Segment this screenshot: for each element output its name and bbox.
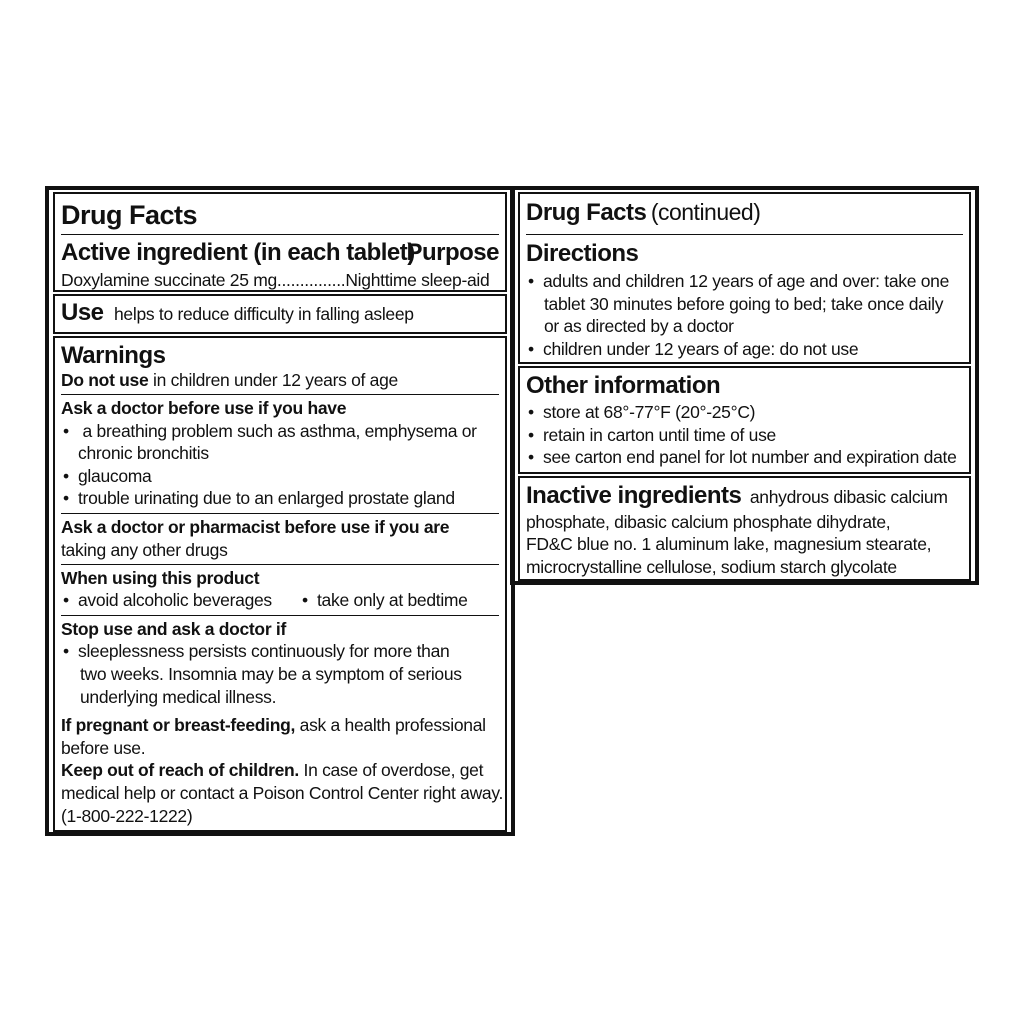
pregnant-line: [61, 714, 486, 737]
active-ingredient-section: [53, 192, 507, 292]
poison-control-number: (1-800-222-1222): [61, 806, 193, 826]
pregnant-label: If pregnant or breast-feeding,: [61, 715, 296, 735]
inactive-ingredients-line: [526, 482, 948, 510]
inactive-ingredients-text: anhydrous dibasic calcium: [749, 487, 948, 507]
ask-doctor-item-continued: chronic bronchitis: [78, 443, 209, 463]
other-information-item: • retain in carton until time of use: [526, 424, 776, 447]
active-ingredient-heading: Active ingredient (in each tablet): [61, 239, 415, 266]
stop-use-item-continued: two weeks. Insomnia may be a symptom of serious: [80, 664, 462, 684]
keep-out-label: Keep out of reach of children.: [61, 760, 299, 780]
drug-facts-panel-right: [510, 186, 979, 585]
stop-use-item-continued: underlying medical illness.: [80, 687, 277, 707]
inactive-ingredients-text-continued: phosphate, dibasic calcium phosphate dihydrate,: [526, 512, 891, 532]
when-using-heading: When using this product: [61, 568, 260, 588]
warnings-rule-4: [61, 615, 499, 616]
use-section: [53, 294, 507, 334]
use-heading: Use: [61, 299, 104, 326]
warnings-rule-2: [61, 513, 499, 514]
keep-out-text-continued: medical help or contact a Poison Control Center right away.: [61, 783, 504, 803]
other-information-heading: Other information: [526, 372, 721, 399]
warnings-rule-3: [61, 564, 499, 565]
warnings-section: [53, 336, 507, 832]
active-ingredient-line: Doxylamine succinate 25 mg...............Nighttime sleep-aid: [61, 270, 490, 290]
other-information-section: [518, 366, 971, 474]
stop-use-item: • sleeplessness persists continuously for more than: [61, 640, 449, 663]
ask-pharmacist-heading: Ask a doctor or pharmacist before use if you are: [61, 517, 450, 537]
warnings-heading: Warnings: [61, 342, 166, 369]
continued-title-line: [526, 199, 760, 227]
directions-heading: Directions: [526, 240, 639, 267]
ask-doctor-heading: Ask a doctor before use if you have: [61, 398, 347, 418]
ask-pharmacist-text: taking any other drugs: [61, 540, 228, 560]
directions-section: [518, 192, 971, 364]
other-information-item: • see carton end panel for lot number and expiration date: [526, 446, 957, 469]
drug-facts-panel-left: [45, 186, 515, 836]
ask-doctor-item: • a breathing problem such as asthma, emphysema or: [61, 420, 477, 443]
continued-title-rule: [526, 234, 963, 235]
inactive-ingredients-section: [518, 476, 971, 581]
directions-item: • adults and children 12 years of age and over: take one: [526, 270, 949, 293]
stop-use-heading: Stop use and ask a doctor if: [61, 619, 286, 639]
ask-doctor-item: • trouble urinating due to an enlarged prostate gland: [61, 487, 455, 510]
when-using-item: • take only at bedtime: [300, 589, 468, 612]
directions-item: • children under 12 years of age: do not use: [526, 338, 858, 361]
purpose-heading: Purpose: [406, 239, 499, 266]
title-rule: [61, 234, 499, 235]
use-line: [61, 299, 414, 327]
warnings-rule-1: [61, 394, 499, 395]
do-not-use-text: in children under 12 years of age: [152, 370, 398, 390]
ask-doctor-item: • glaucoma: [61, 465, 151, 488]
keep-out-text: In case of overdose, get: [303, 760, 484, 780]
inactive-ingredients-text-continued: FD&C blue no. 1 aluminum lake, magnesium stearate,: [526, 534, 932, 554]
do-not-use-line: [61, 369, 398, 392]
drug-facts-title: Drug Facts: [61, 200, 198, 230]
when-using-item: • avoid alcoholic beverages: [61, 589, 272, 612]
other-information-item: • store at 68°-77°F (20°-25°C): [526, 401, 755, 424]
continued-label: (continued): [650, 199, 761, 225]
drug-facts-continued-title: Drug Facts: [526, 199, 647, 226]
pregnant-text: ask a health professional: [299, 715, 486, 735]
directions-item-continued: or as directed by a doctor: [544, 316, 734, 336]
keep-out-line: [61, 759, 483, 782]
pregnant-text-continued: before use.: [61, 738, 146, 758]
inactive-ingredients-text-continued: microcrystalline cellulose, sodium starch glycolate: [526, 557, 897, 577]
do-not-use-label: Do not use: [61, 370, 149, 390]
directions-item-continued: tablet 30 minutes before going to bed; take once daily: [544, 294, 944, 314]
use-text: helps to reduce difficulty in falling asleep: [113, 304, 414, 324]
inactive-ingredients-heading: Inactive ingredients: [526, 482, 742, 509]
